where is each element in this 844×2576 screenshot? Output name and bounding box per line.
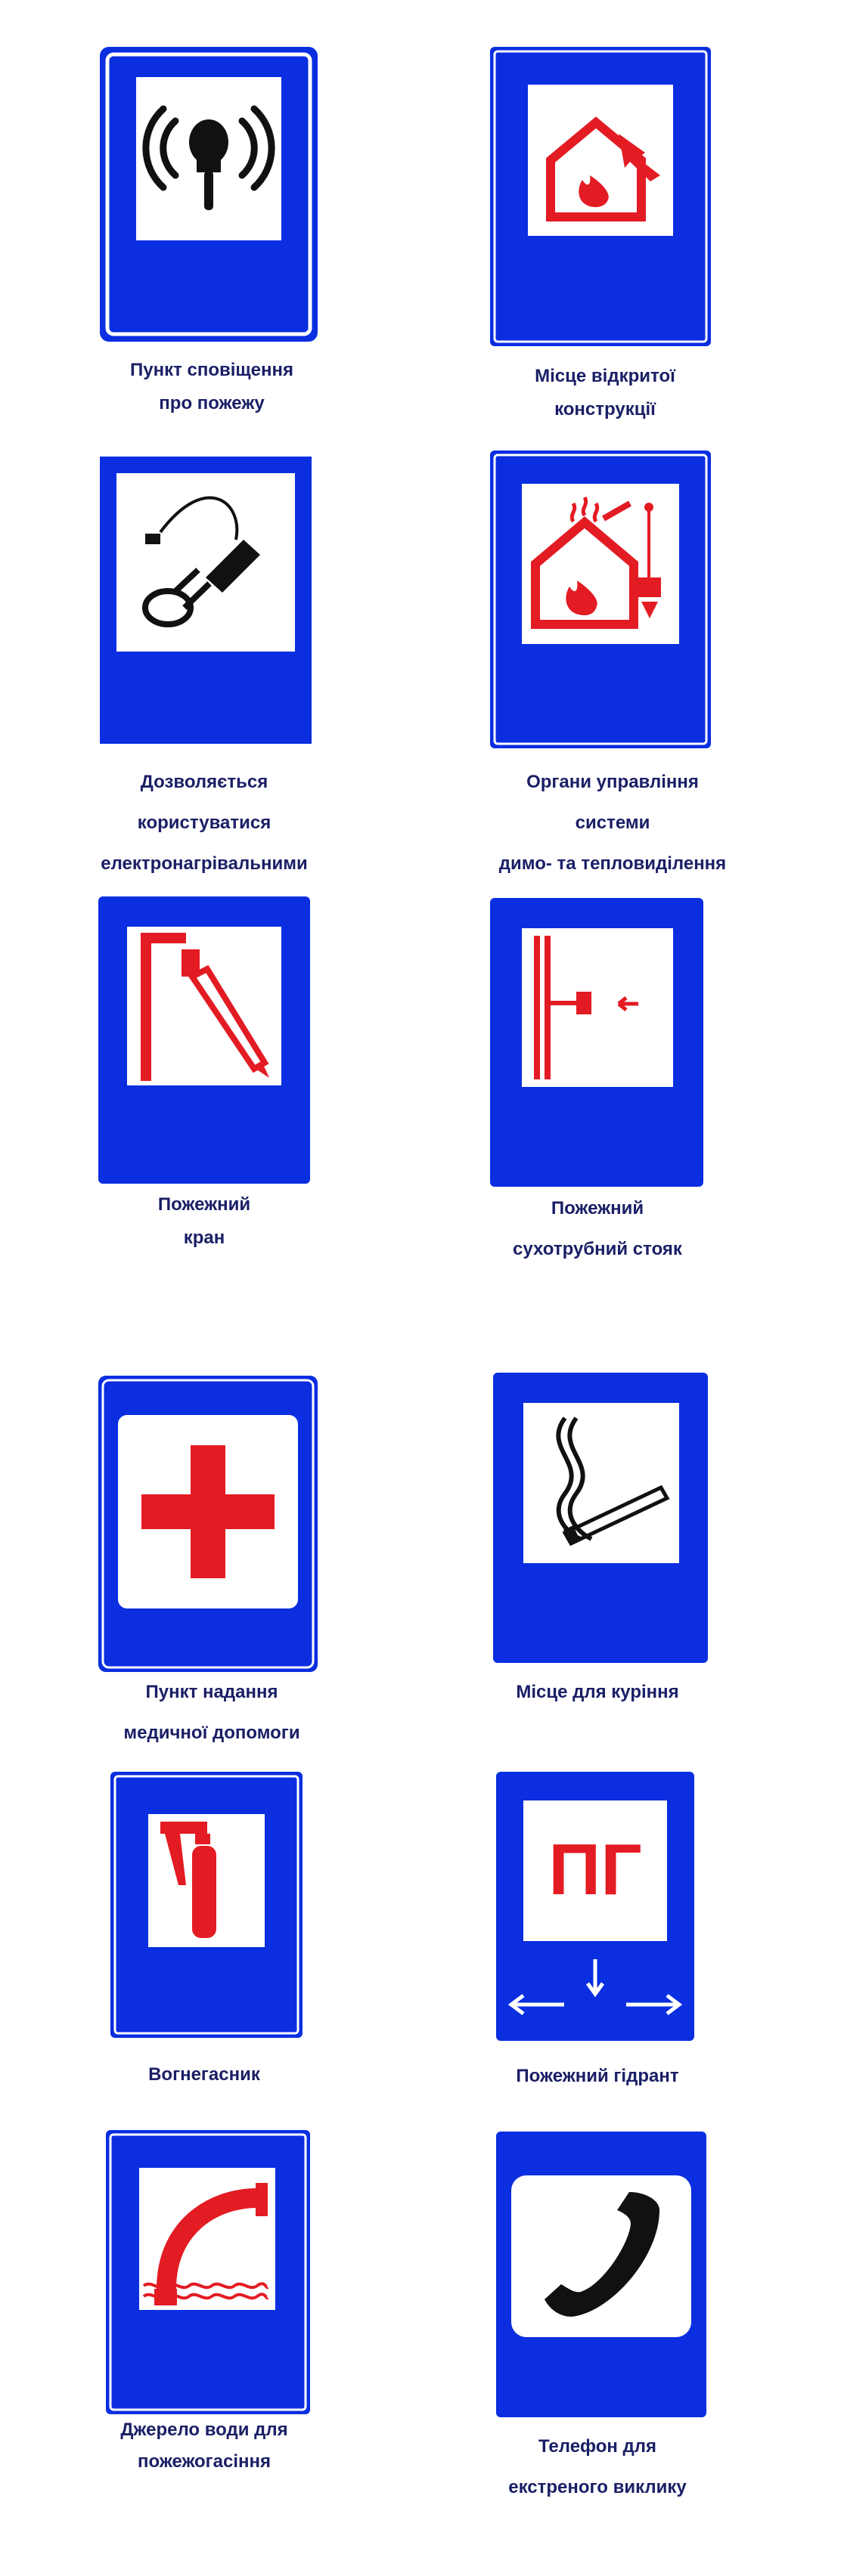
sign-dry-riser xyxy=(490,898,703,1187)
caption-emergency-phone xyxy=(469,2426,726,2508)
caption-line: про пожежу xyxy=(159,393,265,413)
radio-signal-icon xyxy=(100,47,318,342)
caption-line: Вогнегасник xyxy=(148,2064,260,2085)
caption-line: пожежогасіння xyxy=(137,2451,271,2472)
sign-first-aid-point xyxy=(98,1376,318,1672)
caption-open-structure-place xyxy=(484,360,726,426)
sign-smoking-area xyxy=(493,1373,708,1663)
sign-fire-hydrant xyxy=(496,1772,694,2041)
caption-line: Джерело води для xyxy=(120,2420,288,2440)
sign-electric-heaters-allowed xyxy=(100,457,312,744)
caption-line: електронагрівальними xyxy=(101,853,308,874)
hydrant-sign-text: ПГ xyxy=(548,1829,642,1910)
caption-electric-heaters-allowed xyxy=(61,762,348,884)
caption-line: Пожежний xyxy=(157,1194,251,1215)
caption-water-source xyxy=(61,2414,348,2478)
sign-fire-extinguisher xyxy=(110,1772,303,2038)
sign-water-source xyxy=(106,2130,310,2414)
caption-line: кран xyxy=(183,1228,225,1248)
caption-line: Органи управління xyxy=(526,772,699,792)
caption-line: Телефон для xyxy=(538,2436,657,2457)
caption-smoke-heat-control xyxy=(469,762,756,884)
water-source-pipe-icon xyxy=(106,2130,310,2414)
sign-smoke-heat-control xyxy=(490,450,711,748)
sign-open-structure-place xyxy=(490,47,711,346)
caption-line: Пункт сповіщення xyxy=(129,360,294,380)
caption-line: сухотрубний стояк xyxy=(513,1239,682,1259)
caption-fire-hydrant xyxy=(469,2056,726,2097)
sign-fire-hose-valve xyxy=(98,896,310,1184)
break-glass-house-fire-icon xyxy=(490,47,711,346)
sign-emergency-phone xyxy=(496,2132,706,2417)
caption-line: Дозволяється xyxy=(140,772,268,792)
electric-heater-plug-icon xyxy=(100,457,312,744)
caption-first-aid-point xyxy=(68,1672,355,1754)
caption-fire-alarm-point xyxy=(91,354,333,420)
fire-hose-valve-icon xyxy=(98,896,310,1184)
hydrant-pg-icon xyxy=(496,1772,694,2041)
dry-riser-icon xyxy=(490,898,703,1187)
caption-line: Пожежний гідрант xyxy=(516,2066,679,2086)
caption-line: Пожежний xyxy=(551,1198,644,1218)
caption-fire-extinguisher xyxy=(83,2054,325,2095)
caption-line: системи xyxy=(575,813,650,833)
caption-line: Місце відкритої xyxy=(535,366,675,386)
red-cross-icon xyxy=(98,1376,318,1672)
caption-line: екстреного виклику xyxy=(508,2477,687,2497)
caption-line: користуватися xyxy=(137,813,272,833)
sign-fire-alarm-point xyxy=(100,47,318,342)
fire-extinguisher-icon xyxy=(110,1772,303,2038)
cigarette-icon xyxy=(493,1373,708,1663)
caption-smoking-area xyxy=(469,1672,726,1713)
smoke-vent-control-icon xyxy=(490,450,711,748)
telephone-handset-icon xyxy=(496,2132,706,2417)
caption-fire-hose-valve xyxy=(83,1188,325,1255)
caption-line: медичної допомоги xyxy=(123,1723,300,1743)
caption-dry-riser xyxy=(469,1188,726,1270)
caption-line: конструкції xyxy=(554,399,656,420)
caption-line: Пункт надання xyxy=(145,1682,278,1702)
caption-line: Місце для куріння xyxy=(516,1682,679,1702)
caption-line: димо- та тепловиділення xyxy=(498,853,727,874)
